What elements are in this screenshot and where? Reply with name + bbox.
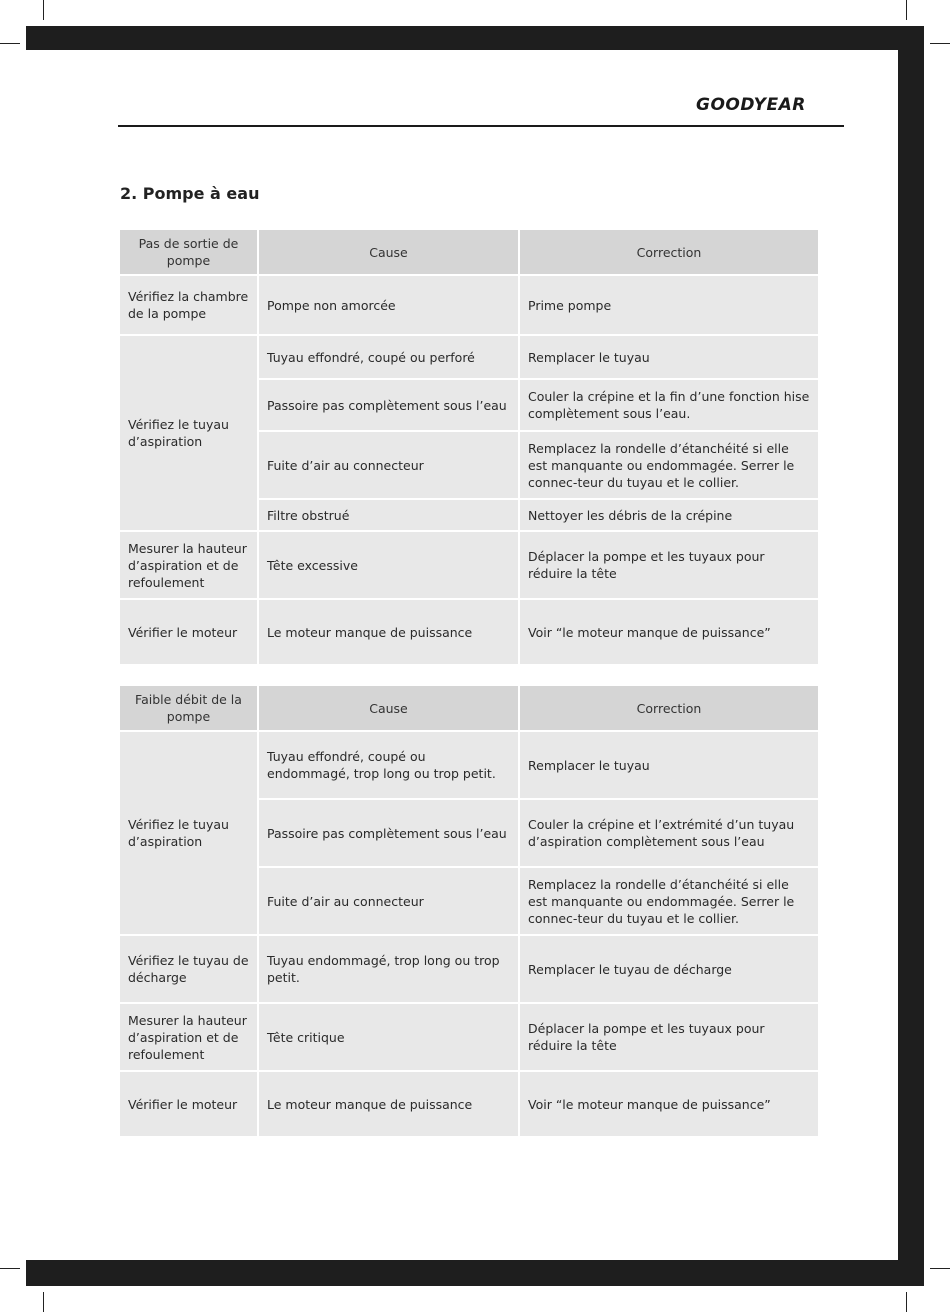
crop-mark (906, 0, 907, 20)
header-cell: Correction (520, 686, 818, 730)
correction-cell: Remplacez la rondelle d’étanchéité si elle est manquante ou endommagée. Serrer le connec-teur du tuyau et le collier. (520, 868, 818, 934)
cause-cell: Passoire pas complètement sous l’eau (259, 380, 518, 430)
check-cell: Vérifier le moteur (120, 600, 257, 664)
header-cell: Pas de sortie de pompe (120, 230, 257, 274)
section-title: 2. Pompe à eau (120, 184, 260, 203)
cause-cell: Fuite d’air au connecteur (259, 432, 518, 498)
cause-cell: Le moteur manque de puissance (259, 600, 518, 664)
crop-mark (906, 1292, 907, 1312)
header-cell: Faible débit de la pompe (120, 686, 257, 730)
table-row (120, 1072, 818, 1136)
table-header-row (120, 230, 818, 274)
table-row (120, 336, 818, 378)
check-cell: Mesurer la hauteur d’aspiration et de refoulement (120, 532, 257, 598)
correction-cell: Couler la crépine et l’extrémité d’un tuyau d’aspiration complètement sous l’eau (520, 800, 818, 866)
troubleshooting-table-no-output (118, 228, 820, 666)
page-frame-bottom (26, 1260, 924, 1286)
check-cell: Vérifiez le tuyau d’aspiration (120, 732, 257, 934)
crop-mark (930, 43, 950, 44)
check-cell: Mesurer la hauteur d’aspiration et de refoulement (120, 1004, 257, 1070)
crop-mark (0, 1268, 20, 1269)
correction-cell: Remplacer le tuyau (520, 336, 818, 378)
cause-cell: Pompe non amorcée (259, 276, 518, 334)
table-row (120, 732, 818, 798)
table-row (120, 1004, 818, 1070)
goodyear-logo (696, 94, 838, 116)
check-cell: Vérifiez le tuyau d’aspiration (120, 336, 257, 530)
cause-cell: Passoire pas complètement sous l’eau (259, 800, 518, 866)
page-frame-right (898, 26, 924, 1286)
header-rule (118, 125, 844, 127)
cause-cell: Le moteur manque de puissance (259, 1072, 518, 1136)
correction-cell: Voir “le moteur manque de puissance” (520, 1072, 818, 1136)
cause-cell: Tuyau effondré, coupé ou perforé (259, 336, 518, 378)
header-cell: Correction (520, 230, 818, 274)
correction-cell: Nettoyer les débris de la crépine (520, 500, 818, 530)
table-row (120, 276, 818, 334)
correction-cell: Prime pompe (520, 276, 818, 334)
table-row (120, 936, 818, 1002)
brand-text: GOODYEAR (696, 95, 806, 115)
header-cell: Cause (259, 230, 518, 274)
correction-cell: Couler la crépine et la fin d’une fonction hise complètement sous l’eau. (520, 380, 818, 430)
crop-mark (43, 1292, 44, 1312)
correction-cell: Remplacez la rondelle d’étanchéité si elle est manquante ou endommagée. Serrer le connec-teur du tuyau et le collier. (520, 432, 818, 498)
cause-cell: Tuyau effondré, coupé ou endommagé, trop long ou trop petit. (259, 732, 518, 798)
table-row (120, 532, 818, 598)
header-cell: Cause (259, 686, 518, 730)
crop-mark (43, 0, 44, 20)
correction-cell: Voir “le moteur manque de puissance” (520, 600, 818, 664)
cause-cell: Tête critique (259, 1004, 518, 1070)
check-cell: Vérifiez la chambre de la pompe (120, 276, 257, 334)
crop-mark (0, 43, 20, 44)
page-frame-top (26, 26, 924, 50)
correction-cell: Déplacer la pompe et les tuyaux pour réduire la tête (520, 1004, 818, 1070)
table-header-row (120, 686, 818, 730)
crop-mark (930, 1268, 950, 1269)
correction-cell: Déplacer la pompe et les tuyaux pour réduire la tête (520, 532, 818, 598)
check-cell: Vérifiez le tuyau de décharge (120, 936, 257, 1002)
cause-cell: Tête excessive (259, 532, 518, 598)
table-row (120, 600, 818, 664)
correction-cell: Remplacer le tuyau de décharge (520, 936, 818, 1002)
correction-cell: Remplacer le tuyau (520, 732, 818, 798)
cause-cell: Tuyau endommagé, trop long ou trop petit. (259, 936, 518, 1002)
check-cell: Vérifier le moteur (120, 1072, 257, 1136)
cause-cell: Filtre obstrué (259, 500, 518, 530)
cause-cell: Fuite d’air au connecteur (259, 868, 518, 934)
troubleshooting-table-low-flow (118, 684, 820, 1138)
